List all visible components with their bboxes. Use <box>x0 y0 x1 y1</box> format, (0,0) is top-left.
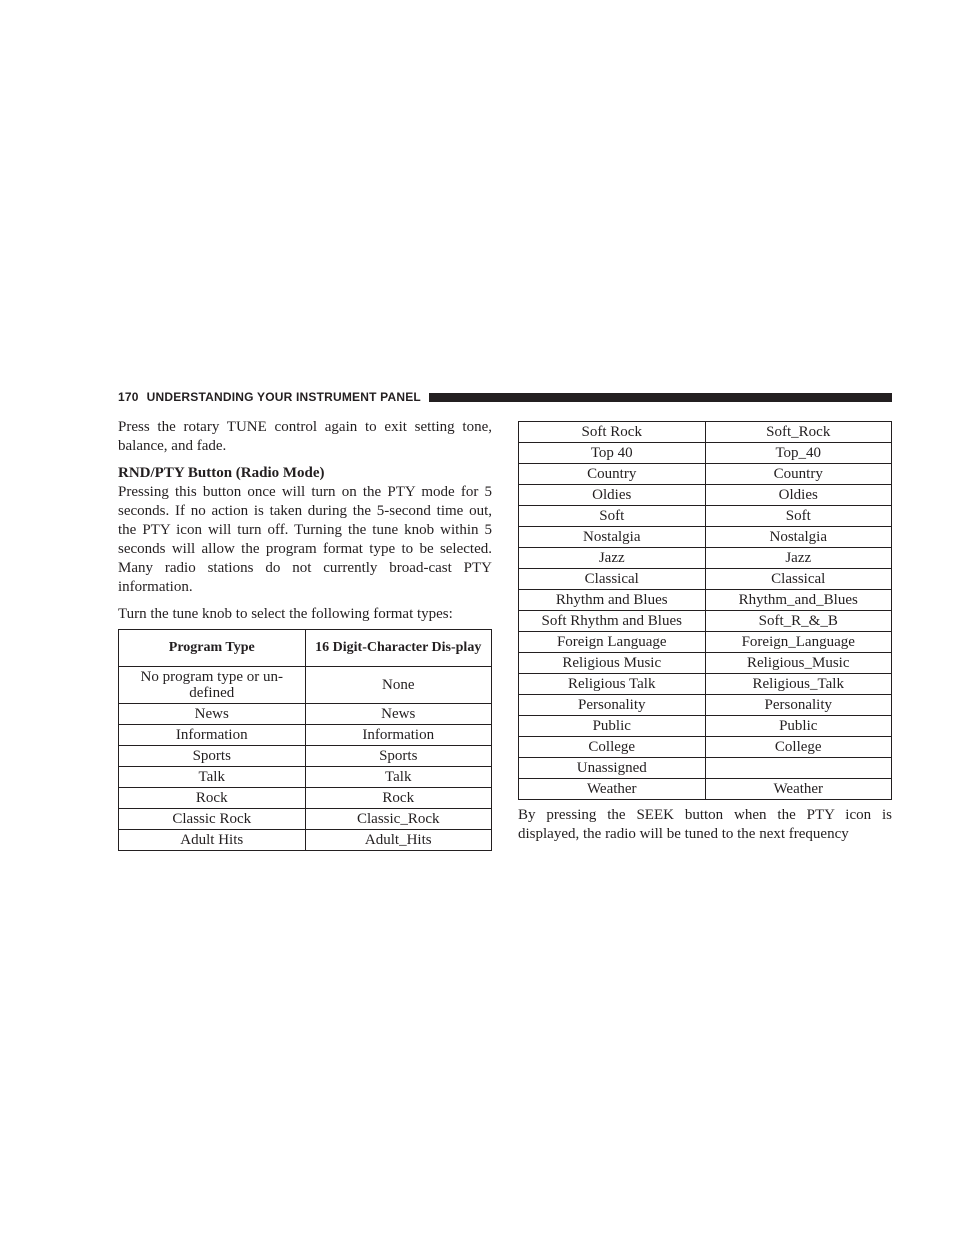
display-cell: Soft_R_&_B <box>705 611 892 632</box>
program-type-cell: Public <box>519 716 706 737</box>
display-cell: Religious_Talk <box>705 674 892 695</box>
table-row <box>519 695 892 716</box>
table-row <box>519 506 892 527</box>
paragraph-format-intro: Turn the tune knob to select the following format types: <box>118 606 453 622</box>
program-type-cell: Jazz <box>519 548 706 569</box>
display-cell: Talk <box>305 767 492 788</box>
display-cell: Soft_Rock <box>705 422 892 443</box>
table-row <box>119 667 492 704</box>
table-row <box>519 548 892 569</box>
table-row <box>119 767 492 788</box>
display-cell <box>705 758 892 779</box>
paragraph-tune-exit: Press the rotary TUNE control again to exit setting tone, balance, and fade. <box>118 419 492 454</box>
display-cell: Nostalgia <box>705 527 892 548</box>
section-title: UNDERSTANDING YOUR INSTRUMENT PANEL <box>146 390 421 404</box>
display-cell: None <box>305 667 492 704</box>
table-row <box>519 779 892 800</box>
table-row <box>119 725 492 746</box>
display-cell: Information <box>305 725 492 746</box>
table-row <box>519 590 892 611</box>
display-cell: Sports <box>305 746 492 767</box>
program-type-cell: Classical <box>519 569 706 590</box>
table-row <box>519 632 892 653</box>
table-row <box>519 611 892 632</box>
program-type-cell: News <box>119 704 306 725</box>
table-row <box>119 830 492 851</box>
table-row <box>519 737 892 758</box>
table-row <box>519 758 892 779</box>
table-row <box>519 443 892 464</box>
display-cell: Soft <box>705 506 892 527</box>
program-type-table-continued <box>518 421 892 800</box>
program-type-cell: College <box>519 737 706 758</box>
table-row <box>119 704 492 725</box>
paragraph-seek: By pressing the SEEK button when the PTY icon is displayed, the radio will be tuned to the next frequency <box>518 807 892 842</box>
page-header <box>118 389 892 405</box>
program-type-cell: Unassigned <box>519 758 706 779</box>
table-row <box>119 746 492 767</box>
program-type-cell: Religious Music <box>519 653 706 674</box>
column-header-display: 16 Digit-Character Dis-play <box>305 630 492 667</box>
table-header-row <box>119 630 492 667</box>
display-cell: Classical <box>705 569 892 590</box>
right-column <box>518 421 892 844</box>
table-row <box>519 674 892 695</box>
page-number: 170 <box>118 390 139 404</box>
program-type-cell: Sports <box>119 746 306 767</box>
display-cell: Rock <box>305 788 492 809</box>
program-type-cell: Talk <box>119 767 306 788</box>
program-type-cell: Rock <box>119 788 306 809</box>
program-type-cell: Weather <box>519 779 706 800</box>
display-cell: Classic_Rock <box>305 809 492 830</box>
table-row <box>119 788 492 809</box>
program-type-cell: Religious Talk <box>519 674 706 695</box>
table-row <box>519 464 892 485</box>
program-type-cell: Rhythm and Blues <box>519 590 706 611</box>
program-type-table <box>118 629 492 851</box>
display-cell: Adult_Hits <box>305 830 492 851</box>
table-row <box>519 527 892 548</box>
display-cell: Oldies <box>705 485 892 506</box>
display-cell: Jazz <box>705 548 892 569</box>
program-type-cell: Adult Hits <box>119 830 306 851</box>
display-cell: Religious_Music <box>705 653 892 674</box>
program-type-cell: Information <box>119 725 306 746</box>
display-cell: Rhythm_and_Blues <box>705 590 892 611</box>
display-cell: Public <box>705 716 892 737</box>
program-type-cell: Oldies <box>519 485 706 506</box>
table-row <box>119 809 492 830</box>
header-rule <box>429 393 892 402</box>
table-row <box>519 485 892 506</box>
program-type-cell: Soft Rhythm and Blues <box>519 611 706 632</box>
program-type-cell: No program type or un-defined <box>119 667 306 704</box>
table-row <box>519 569 892 590</box>
table-row <box>519 653 892 674</box>
display-cell: College <box>705 737 892 758</box>
program-type-cell: Soft Rock <box>519 422 706 443</box>
left-column <box>118 418 492 851</box>
display-cell: Foreign_Language <box>705 632 892 653</box>
program-type-cell: Nostalgia <box>519 527 706 548</box>
paragraph-pty-mode: Pressing this button once will turn on the PTY mode for 5 seconds. If no action is taken during the 5-second time out, the PTY icon will turn off. Turning the tune knob within 5 seconds will allow the program format type to be selected. Many radio stations do not currently broad-cast PTY information. <box>118 484 492 595</box>
display-cell: Personality <box>705 695 892 716</box>
table-row <box>519 422 892 443</box>
program-type-cell: Soft <box>519 506 706 527</box>
column-header-program-type: Program Type <box>119 630 306 667</box>
program-type-cell: Classic Rock <box>119 809 306 830</box>
section-heading-rnd-pty: RND/PTY Button (Radio Mode) <box>118 465 325 481</box>
display-cell: Country <box>705 464 892 485</box>
program-type-cell: Country <box>519 464 706 485</box>
display-cell: Top_40 <box>705 443 892 464</box>
program-type-cell: Foreign Language <box>519 632 706 653</box>
program-type-cell: Top 40 <box>519 443 706 464</box>
display-cell: News <box>305 704 492 725</box>
table-row <box>519 716 892 737</box>
program-type-cell: Personality <box>519 695 706 716</box>
display-cell: Weather <box>705 779 892 800</box>
